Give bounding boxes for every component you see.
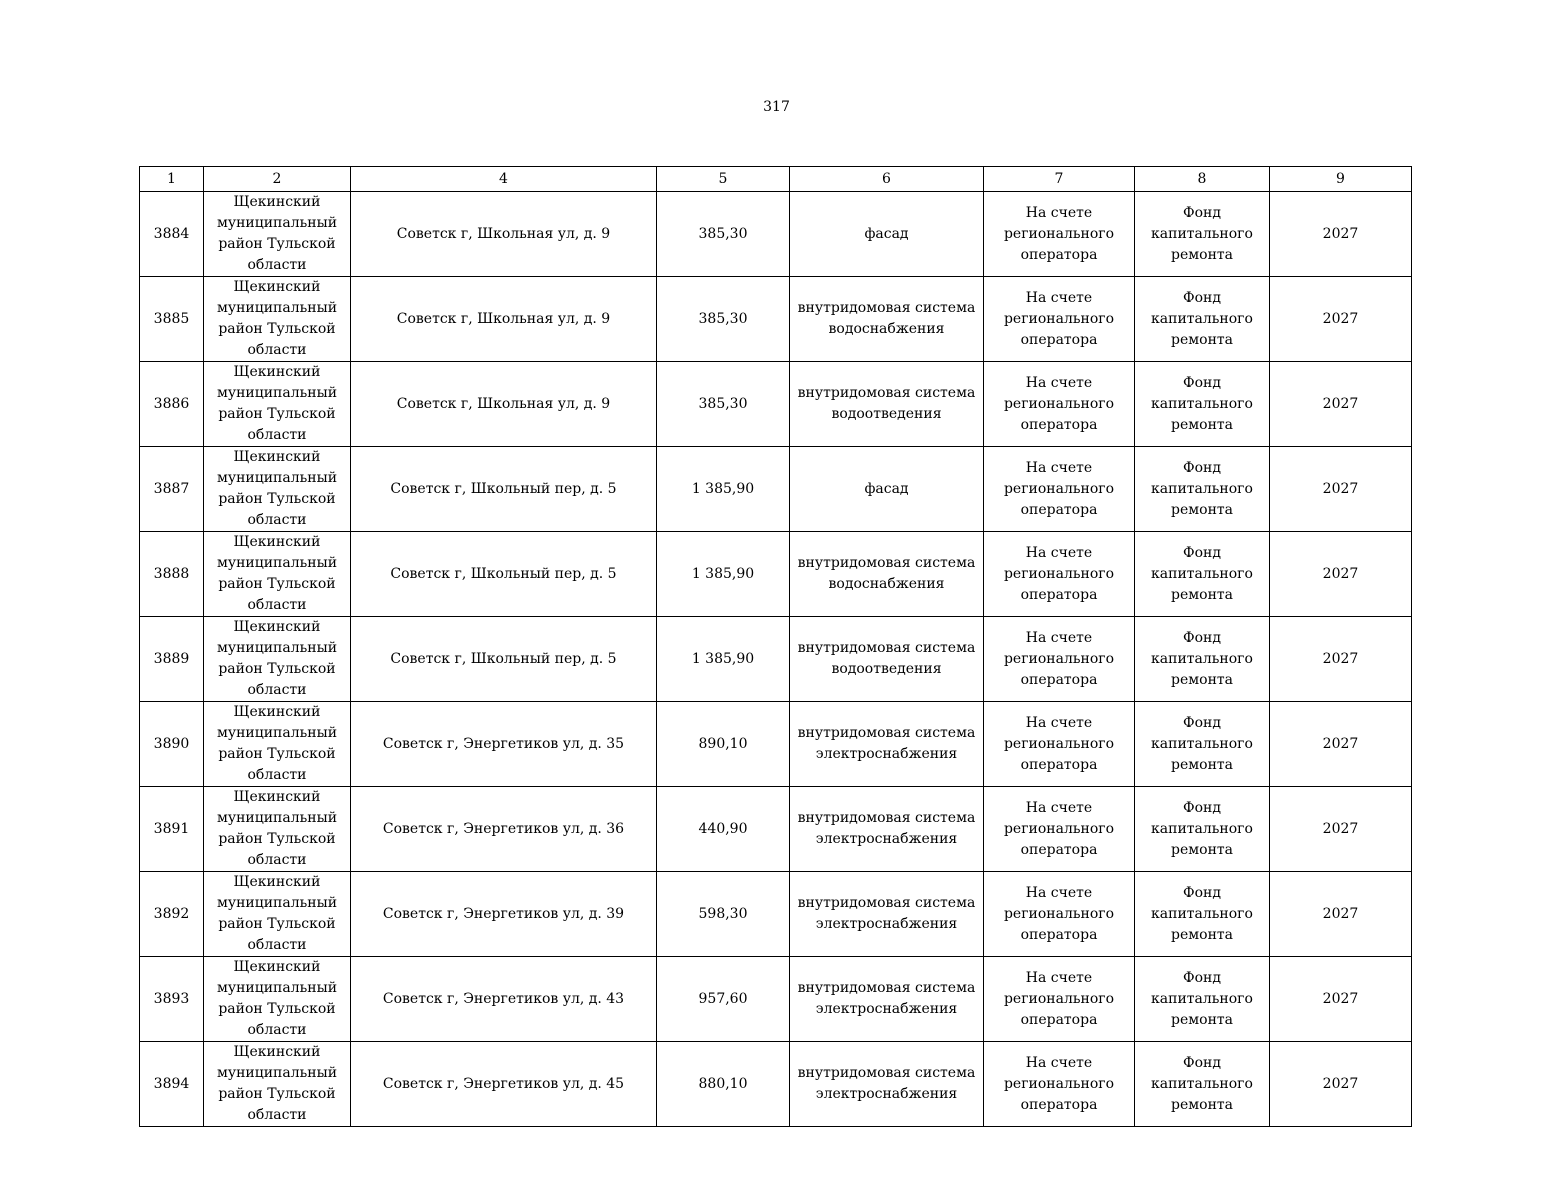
column-header: 9 [1270,167,1412,192]
cell-fund-method: На счете регионального оператора [984,362,1135,447]
cell-area: 385,30 [657,277,790,362]
column-header: 2 [204,167,351,192]
cell-area: 957,60 [657,957,790,1042]
cell-fund-method: На счете регионального оператора [984,447,1135,532]
cell-address: Советск г, Школьный пер, д. 5 [351,617,657,702]
cell-source: Фонд капитального ремонта [1135,702,1270,787]
cell-number: 3888 [140,532,204,617]
cell-source: Фонд капитального ремонта [1135,957,1270,1042]
column-header: 6 [790,167,984,192]
cell-year: 2027 [1270,362,1412,447]
table-row [140,872,1412,957]
cell-address: Советск г, Школьный пер, д. 5 [351,447,657,532]
cell-fund-method: На счете регионального оператора [984,277,1135,362]
cell-number: 3890 [140,702,204,787]
cell-source: Фонд капитального ремонта [1135,447,1270,532]
registry-table [139,166,1412,1127]
table-header-row [140,167,1412,192]
cell-source: Фонд капитального ремонта [1135,277,1270,362]
cell-municipality: Щекинский муниципальный район Тульской области [204,872,351,957]
cell-address: Советск г, Энергетиков ул, д. 45 [351,1042,657,1127]
cell-fund-method: На счете регионального оператора [984,532,1135,617]
cell-number: 3891 [140,787,204,872]
cell-municipality: Щекинский муниципальный район Тульской области [204,957,351,1042]
cell-area: 1 385,90 [657,447,790,532]
cell-year: 2027 [1270,787,1412,872]
table-row [140,617,1412,702]
cell-number: 3885 [140,277,204,362]
cell-area: 385,30 [657,362,790,447]
table-row [140,957,1412,1042]
cell-source: Фонд капитального ремонта [1135,617,1270,702]
cell-municipality: Щекинский муниципальный район Тульской области [204,192,351,277]
cell-year: 2027 [1270,277,1412,362]
cell-fund-method: На счете регионального оператора [984,787,1135,872]
cell-work-type: внутридомовая система электроснабжения [790,1042,984,1127]
cell-work-type: внутридомовая система электроснабжения [790,702,984,787]
cell-area: 598,30 [657,872,790,957]
cell-municipality: Щекинский муниципальный район Тульской области [204,617,351,702]
cell-municipality: Щекинский муниципальный район Тульской области [204,447,351,532]
cell-year: 2027 [1270,957,1412,1042]
cell-address: Советск г, Школьная ул, д. 9 [351,192,657,277]
cell-area: 880,10 [657,1042,790,1127]
cell-work-type: внутридомовая система водоотведения [790,362,984,447]
cell-fund-method: На счете регионального оператора [984,192,1135,277]
table-row [140,532,1412,617]
cell-year: 2027 [1270,872,1412,957]
page-number: 317 [763,99,790,115]
cell-work-type: внутридомовая система электроснабжения [790,957,984,1042]
cell-area: 890,10 [657,702,790,787]
cell-municipality: Щекинский муниципальный район Тульской области [204,1042,351,1127]
table-row [140,702,1412,787]
cell-municipality: Щекинский муниципальный район Тульской области [204,532,351,617]
cell-area: 1 385,90 [657,532,790,617]
cell-source: Фонд капитального ремонта [1135,1042,1270,1127]
cell-work-type: внутридомовая система водоснабжения [790,532,984,617]
cell-source: Фонд капитального ремонта [1135,787,1270,872]
cell-year: 2027 [1270,617,1412,702]
cell-fund-method: На счете регионального оператора [984,872,1135,957]
column-header: 8 [1135,167,1270,192]
cell-number: 3884 [140,192,204,277]
cell-address: Советск г, Школьная ул, д. 9 [351,277,657,362]
cell-address: Советск г, Энергетиков ул, д. 39 [351,872,657,957]
cell-municipality: Щекинский муниципальный район Тульской области [204,277,351,362]
cell-municipality: Щекинский муниципальный район Тульской области [204,787,351,872]
cell-fund-method: На счете регионального оператора [984,617,1135,702]
cell-municipality: Щекинский муниципальный район Тульской области [204,702,351,787]
cell-fund-method: На счете регионального оператора [984,957,1135,1042]
cell-source: Фонд капитального ремонта [1135,362,1270,447]
column-header: 4 [351,167,657,192]
cell-number: 3886 [140,362,204,447]
cell-source: Фонд капитального ремонта [1135,192,1270,277]
cell-area: 440,90 [657,787,790,872]
cell-number: 3894 [140,1042,204,1127]
cell-number: 3892 [140,872,204,957]
table-row [140,362,1412,447]
cell-address: Советск г, Энергетиков ул, д. 36 [351,787,657,872]
column-header: 5 [657,167,790,192]
column-header: 1 [140,167,204,192]
cell-work-type: внутридомовая система водоснабжения [790,277,984,362]
cell-year: 2027 [1270,532,1412,617]
cell-fund-method: На счете регионального оператора [984,1042,1135,1127]
cell-number: 3889 [140,617,204,702]
cell-area: 385,30 [657,192,790,277]
cell-address: Советск г, Школьная ул, д. 9 [351,362,657,447]
cell-number: 3893 [140,957,204,1042]
cell-year: 2027 [1270,447,1412,532]
cell-work-type: фасад [790,192,984,277]
cell-area: 1 385,90 [657,617,790,702]
cell-address: Советск г, Энергетиков ул, д. 43 [351,957,657,1042]
table-row [140,787,1412,872]
cell-source: Фонд капитального ремонта [1135,872,1270,957]
table-row [140,1042,1412,1127]
cell-work-type: внутридомовая система электроснабжения [790,872,984,957]
cell-year: 2027 [1270,192,1412,277]
cell-municipality: Щекинский муниципальный район Тульской области [204,362,351,447]
table-row [140,277,1412,362]
column-header: 7 [984,167,1135,192]
cell-number: 3887 [140,447,204,532]
cell-work-type: фасад [790,447,984,532]
table-row [140,192,1412,277]
cell-year: 2027 [1270,702,1412,787]
cell-fund-method: На счете регионального оператора [984,702,1135,787]
table-row [140,447,1412,532]
cell-year: 2027 [1270,1042,1412,1127]
cell-work-type: внутридомовая система водоотведения [790,617,984,702]
cell-address: Советск г, Школьный пер, д. 5 [351,532,657,617]
cell-address: Советск г, Энергетиков ул, д. 35 [351,702,657,787]
cell-work-type: внутридомовая система электроснабжения [790,787,984,872]
cell-source: Фонд капитального ремонта [1135,532,1270,617]
